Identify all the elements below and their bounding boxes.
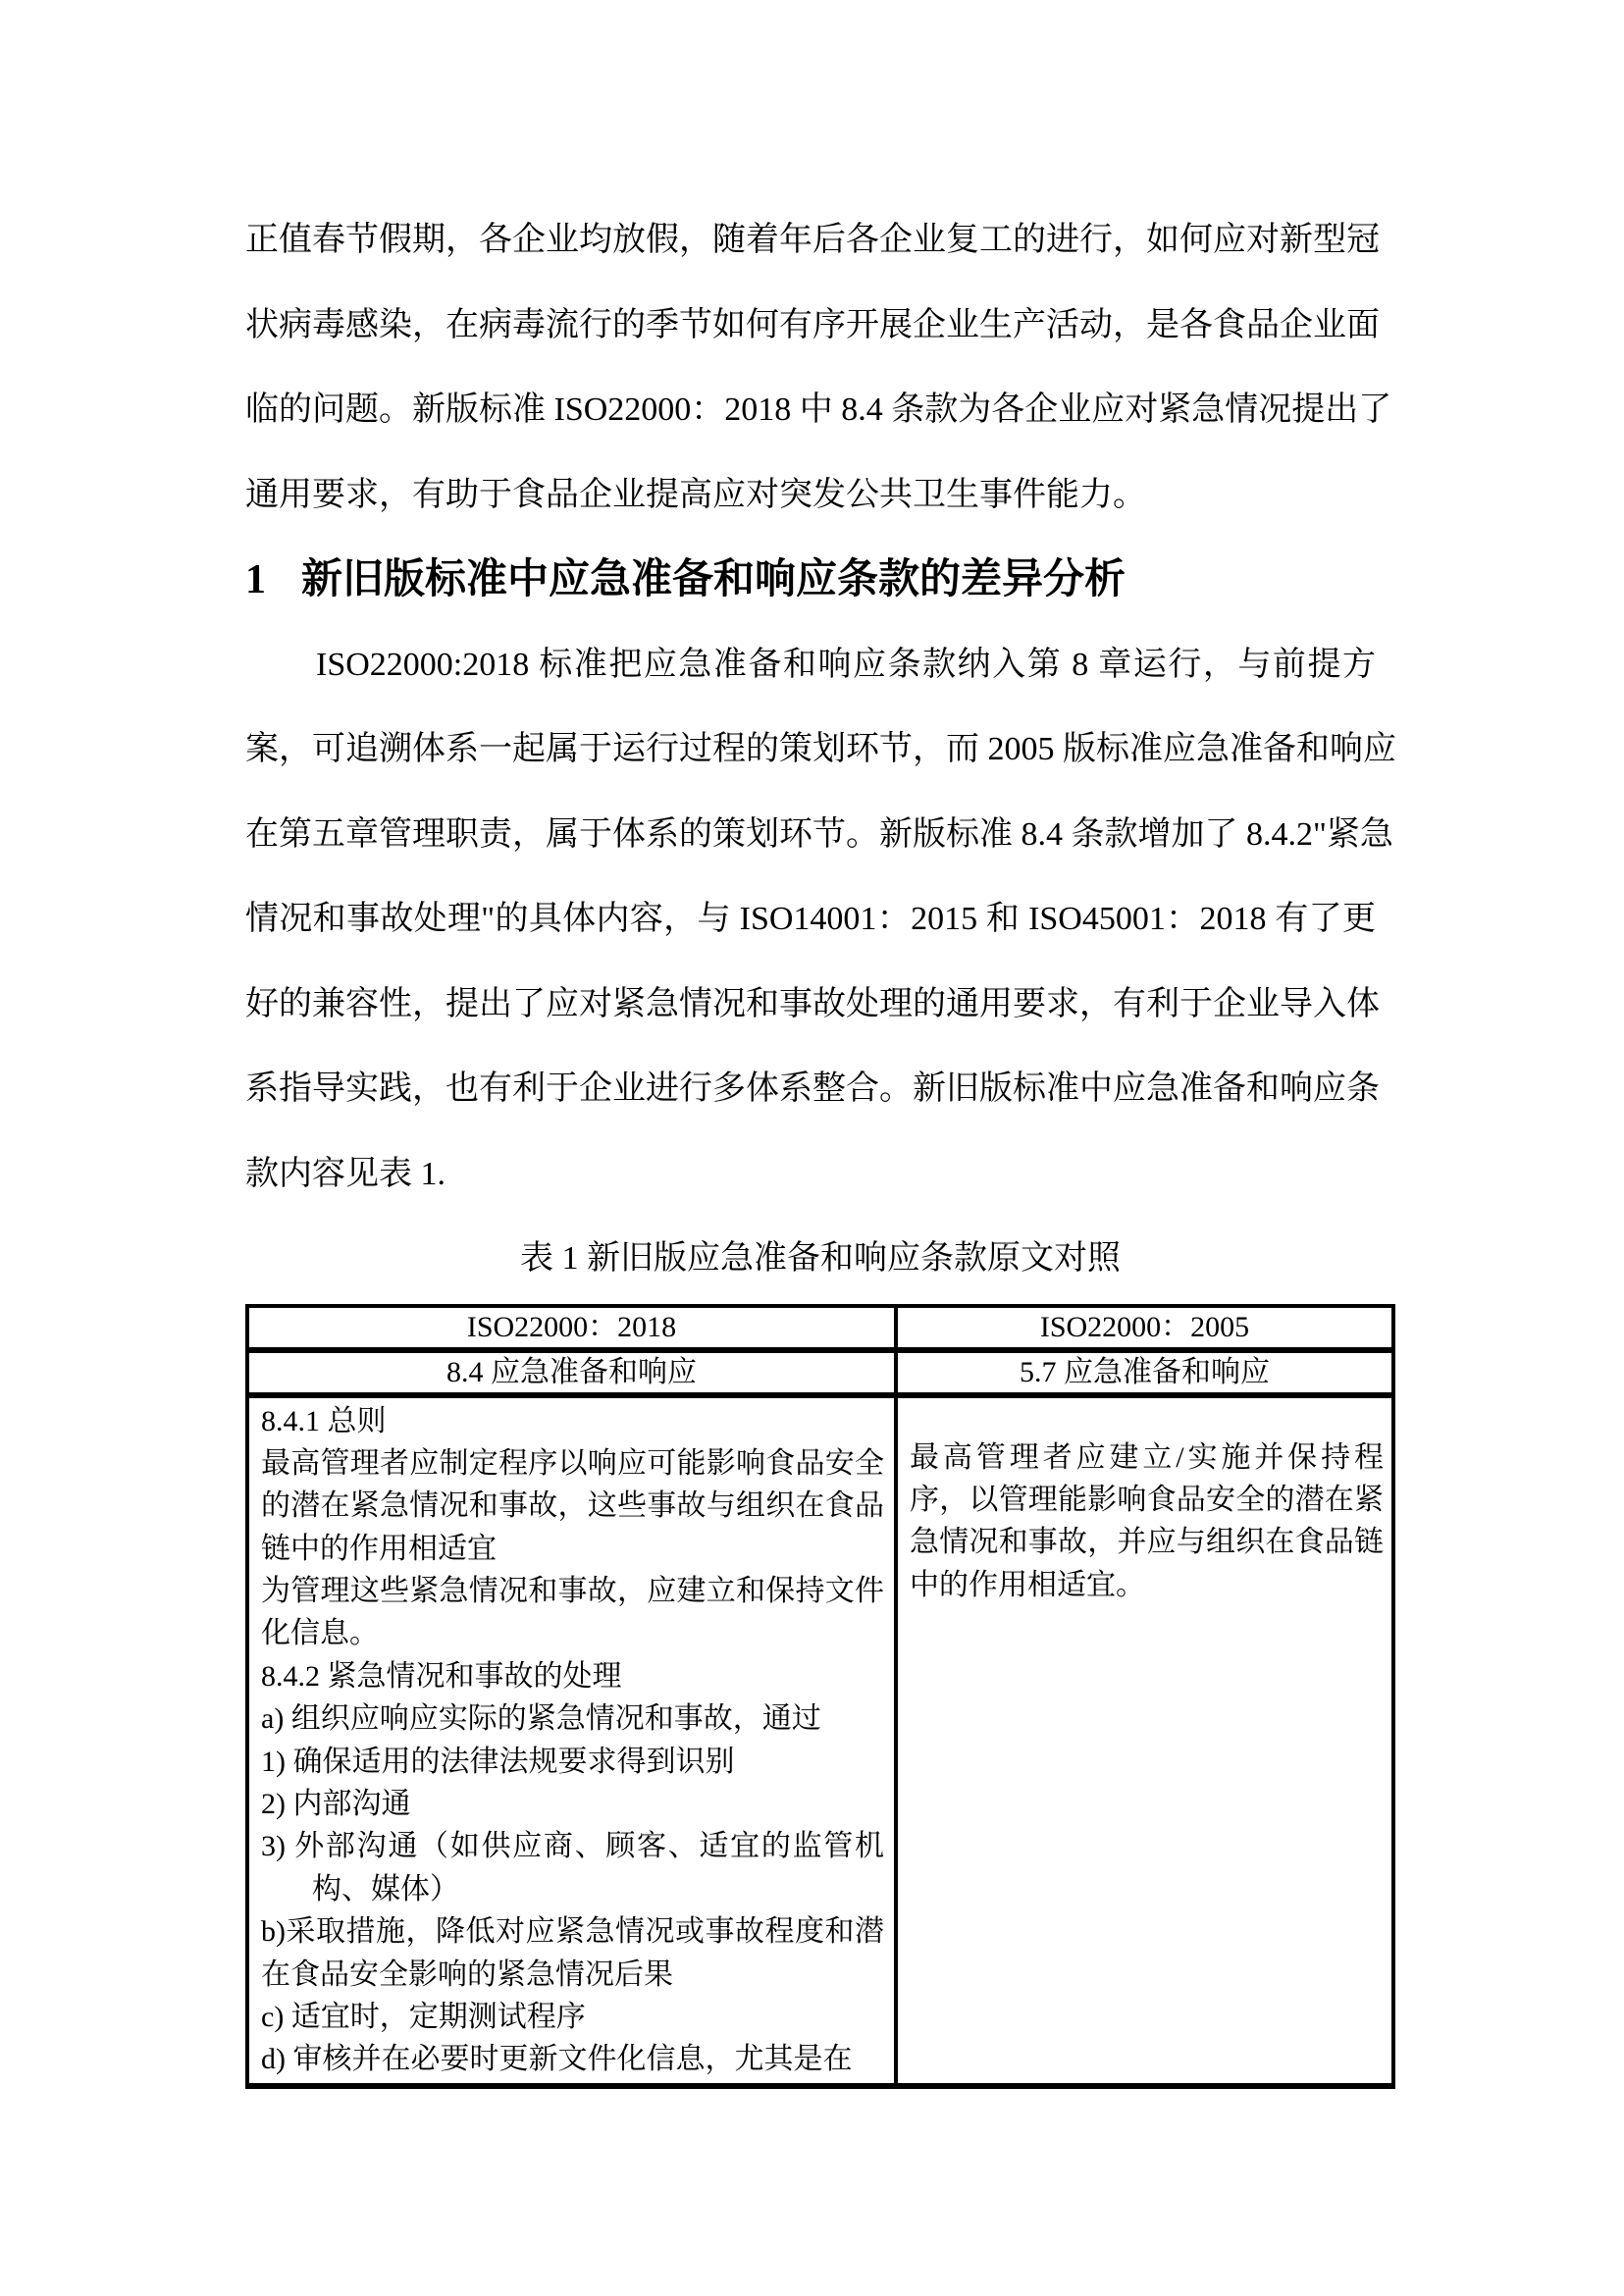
table-text-line: 3) 外部沟通（如供应商、顾客、适宜的监管机 bbox=[261, 1830, 884, 1863]
section-heading bbox=[245, 538, 1376, 623]
table-text-line: 在食品安全影响的紧急情况后果 bbox=[261, 1957, 673, 1991]
table-body-cell-iso2018 bbox=[249, 1398, 898, 2083]
intro-paragraph bbox=[245, 198, 1392, 538]
table-header-cell-iso2018: ISO22000：2018 bbox=[249, 1308, 898, 1347]
table-text-line: c) 适宜时，定期测试程序 bbox=[261, 2000, 586, 2033]
text-line: 系指导实践，也有利于企业进行多体系整合。新旧版标准中应急准备和响应条 bbox=[245, 1070, 1380, 1107]
table-text-line: 序，以管理能影响食品安全的潜在紧 bbox=[910, 1483, 1384, 1516]
table-text-line: 链中的作用相适宜 bbox=[261, 1532, 497, 1565]
text-line: ISO22000:2018 标准把应急准备和响应条款纳入第 8 章运行，与前提方 bbox=[316, 646, 1376, 683]
table-text-line: 8.4.1 总则 bbox=[261, 1404, 387, 1437]
table-text-line: a) 组织应响应实际的紧急情况和事故，通过 bbox=[261, 1702, 821, 1736]
text-line: 通用要求，有助于食品企业提高应对突发公共卫生事件能力。 bbox=[245, 476, 1146, 513]
text-line: 好的兼容性，提出了应对紧急情况和事故处理的通用要求，有利于企业导入体 bbox=[245, 985, 1380, 1022]
comparison-table bbox=[245, 1304, 1395, 2089]
text-line: 情况和事故处理"的具体内容，与 ISO14001：2015 和 ISO45001：2018 有了更 bbox=[245, 901, 1376, 937]
table-text-line: 2) 内部沟通 bbox=[261, 1788, 411, 1821]
text-line: 临的问题。新版标准 ISO22000：2018 中 8.4 条款为各企业应对紧急情况提出了 bbox=[245, 391, 1392, 428]
table-header-row bbox=[249, 1308, 1391, 1353]
table-body-cell-iso2005 bbox=[898, 1398, 1391, 2083]
page-content bbox=[245, 198, 1396, 2089]
table-subheader-cell-84: 8.4 应急准备和响应 bbox=[249, 1353, 898, 1392]
table-text-line: 构、媒体） bbox=[312, 1872, 459, 1905]
table-subheader-cell-57: 5.7 应急准备和响应 bbox=[1020, 1355, 1270, 1388]
text-line: 款内容见表 1. bbox=[245, 1155, 445, 1192]
table-text-line: 中的作用相适宜。 bbox=[910, 1568, 1145, 1601]
text-line: 案，可追溯体系一起属于运行过程的策划环节，而 2005 版标准应急准备和响应 bbox=[245, 731, 1396, 767]
table-text-line: 最高管理者应制定程序以响应可能影响食品安全 bbox=[261, 1446, 884, 1480]
table-text-line: 化信息。 bbox=[261, 1617, 379, 1650]
table-header-cell-iso2005: ISO22000：2005 bbox=[1039, 1310, 1250, 1343]
table-caption: 表 1 新旧版应急准备和响应条款原文对照 bbox=[520, 1240, 1121, 1277]
text-line: 在第五章管理职责，属于体系的策划环节。新版标准 8.4 条款增加了 8.4.2"紧急 bbox=[245, 815, 1393, 853]
table-text-line: 急情况和事故，并应与组织在食品链 bbox=[910, 1526, 1384, 1559]
table-subheader-row bbox=[249, 1353, 1391, 1398]
section-number: 1 bbox=[245, 557, 266, 602]
table-body-row bbox=[249, 1398, 1391, 2083]
table-text-line: 1) 确保适用的法律法规要求得到识别 bbox=[261, 1745, 735, 1778]
table-text-line: 的潜在紧急情况和事故，这些事故与组织在食品 bbox=[261, 1489, 884, 1523]
table-text-line: 8.4.2 紧急情况和事故的处理 bbox=[261, 1659, 622, 1693]
section-title-text: 新旧版标准中应急准备和响应条款的差异分析 bbox=[301, 557, 1126, 602]
analysis-paragraph bbox=[245, 623, 1396, 1218]
table-text-line: 为管理这些紧急情况和事故，应建立和保持文件 bbox=[261, 1575, 884, 1608]
table-text-line: 最高管理者应建立/实施并保持程 bbox=[910, 1440, 1384, 1474]
table-text-line: b)采取措施，降低对应紧急情况或事故程度和潜 bbox=[261, 1915, 884, 1949]
text-line: 正值春节假期，各企业均放假，随着年后各企业复工的进行，如何应对新型冠 bbox=[245, 222, 1380, 258]
text-line: 状病毒感染，在病毒流行的季节如何有序开展企业生产活动，是各食品企业面 bbox=[245, 306, 1380, 343]
table-text-line: d) 审核并在必要时更新文件化信息，尤其是在 bbox=[261, 2043, 853, 2076]
